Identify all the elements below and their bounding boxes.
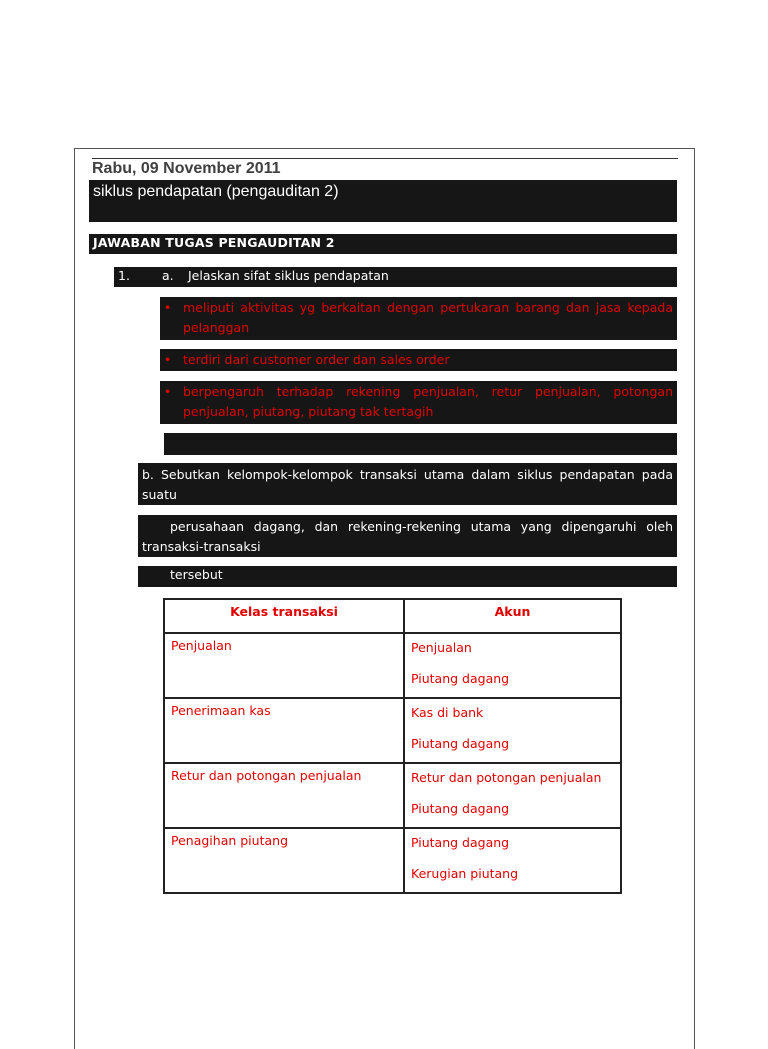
table-row — [164, 633, 621, 698]
akun-item: Kas di bank — [411, 705, 484, 720]
question-text-line2: perusahaan dagang, dan rekening-rekening utama yang dipengaruhi oleh transaksi-transaksi — [142, 519, 673, 554]
table-cell-kelas: Retur dan potongan penjualan — [164, 763, 404, 828]
answer-bullet — [160, 297, 677, 340]
bullet-icon: • — [164, 352, 172, 367]
akun-item: Penjualan — [411, 640, 472, 655]
question-letter: b. — [142, 467, 154, 482]
akun-item: Retur dan potongan penjualan — [411, 770, 602, 785]
answer-bullet — [160, 349, 677, 371]
table-header-row — [164, 599, 621, 633]
transaction-table — [163, 598, 622, 894]
post-title: siklus pendapatan (pengauditan 2) — [89, 180, 677, 222]
table-cell-akun — [404, 698, 621, 763]
akun-item: Kerugian piutang — [411, 866, 519, 881]
section-heading: JAWABAN TUGAS PENGAUDITAN 2 — [89, 234, 677, 254]
akun-item: Piutang dagang — [411, 835, 510, 850]
bullet-icon: • — [164, 384, 172, 399]
question-text-line3: tersebut — [170, 567, 223, 582]
table-cell-kelas: Penerimaan kas — [164, 698, 404, 763]
column-header: Akun — [404, 599, 621, 633]
bullet-icon: • — [164, 300, 172, 315]
question-text-line1: Sebutkan kelompok-kelompok transaksi utama dalam siklus pendapatan pada suatu — [142, 467, 673, 502]
table-cell-kelas: Penagihan piutang — [164, 828, 404, 893]
question-letter: a. — [162, 268, 174, 283]
question-1b-end — [138, 566, 677, 587]
bullet-text: meliputi aktivitas yg berkaitan dengan pertukaran barang dan jasa kepada pelanggan — [183, 300, 673, 335]
bullet-text: berpengaruh terhadap rekening penjualan, retur penjualan, potongan penjualan, piutang, piutang tak tertagih — [183, 384, 673, 419]
akun-item: Piutang dagang — [411, 671, 510, 686]
table-row — [164, 698, 621, 763]
question-1b — [138, 463, 677, 505]
question-number: 1. — [118, 268, 130, 283]
bullet-text: terdiri dari customer order dan sales order — [183, 352, 450, 367]
question-text: Jelaskan sifat siklus pendapatan — [188, 268, 389, 283]
table-cell-akun — [404, 763, 621, 828]
header-rule — [92, 158, 678, 159]
column-header: Kelas transaksi — [164, 599, 404, 633]
empty-highlight-bar — [164, 433, 677, 455]
table-cell-kelas: Penjualan — [164, 633, 404, 698]
akun-item: Piutang dagang — [411, 801, 510, 816]
table-row — [164, 763, 621, 828]
table-cell-akun — [404, 828, 621, 893]
table-cell-akun — [404, 633, 621, 698]
table-row — [164, 828, 621, 893]
akun-item: Piutang dagang — [411, 736, 510, 751]
answer-bullet — [160, 381, 677, 424]
post-date: Rabu, 09 November 2011 — [92, 160, 281, 177]
question-1a — [114, 267, 677, 287]
question-1b-continued — [138, 515, 677, 557]
